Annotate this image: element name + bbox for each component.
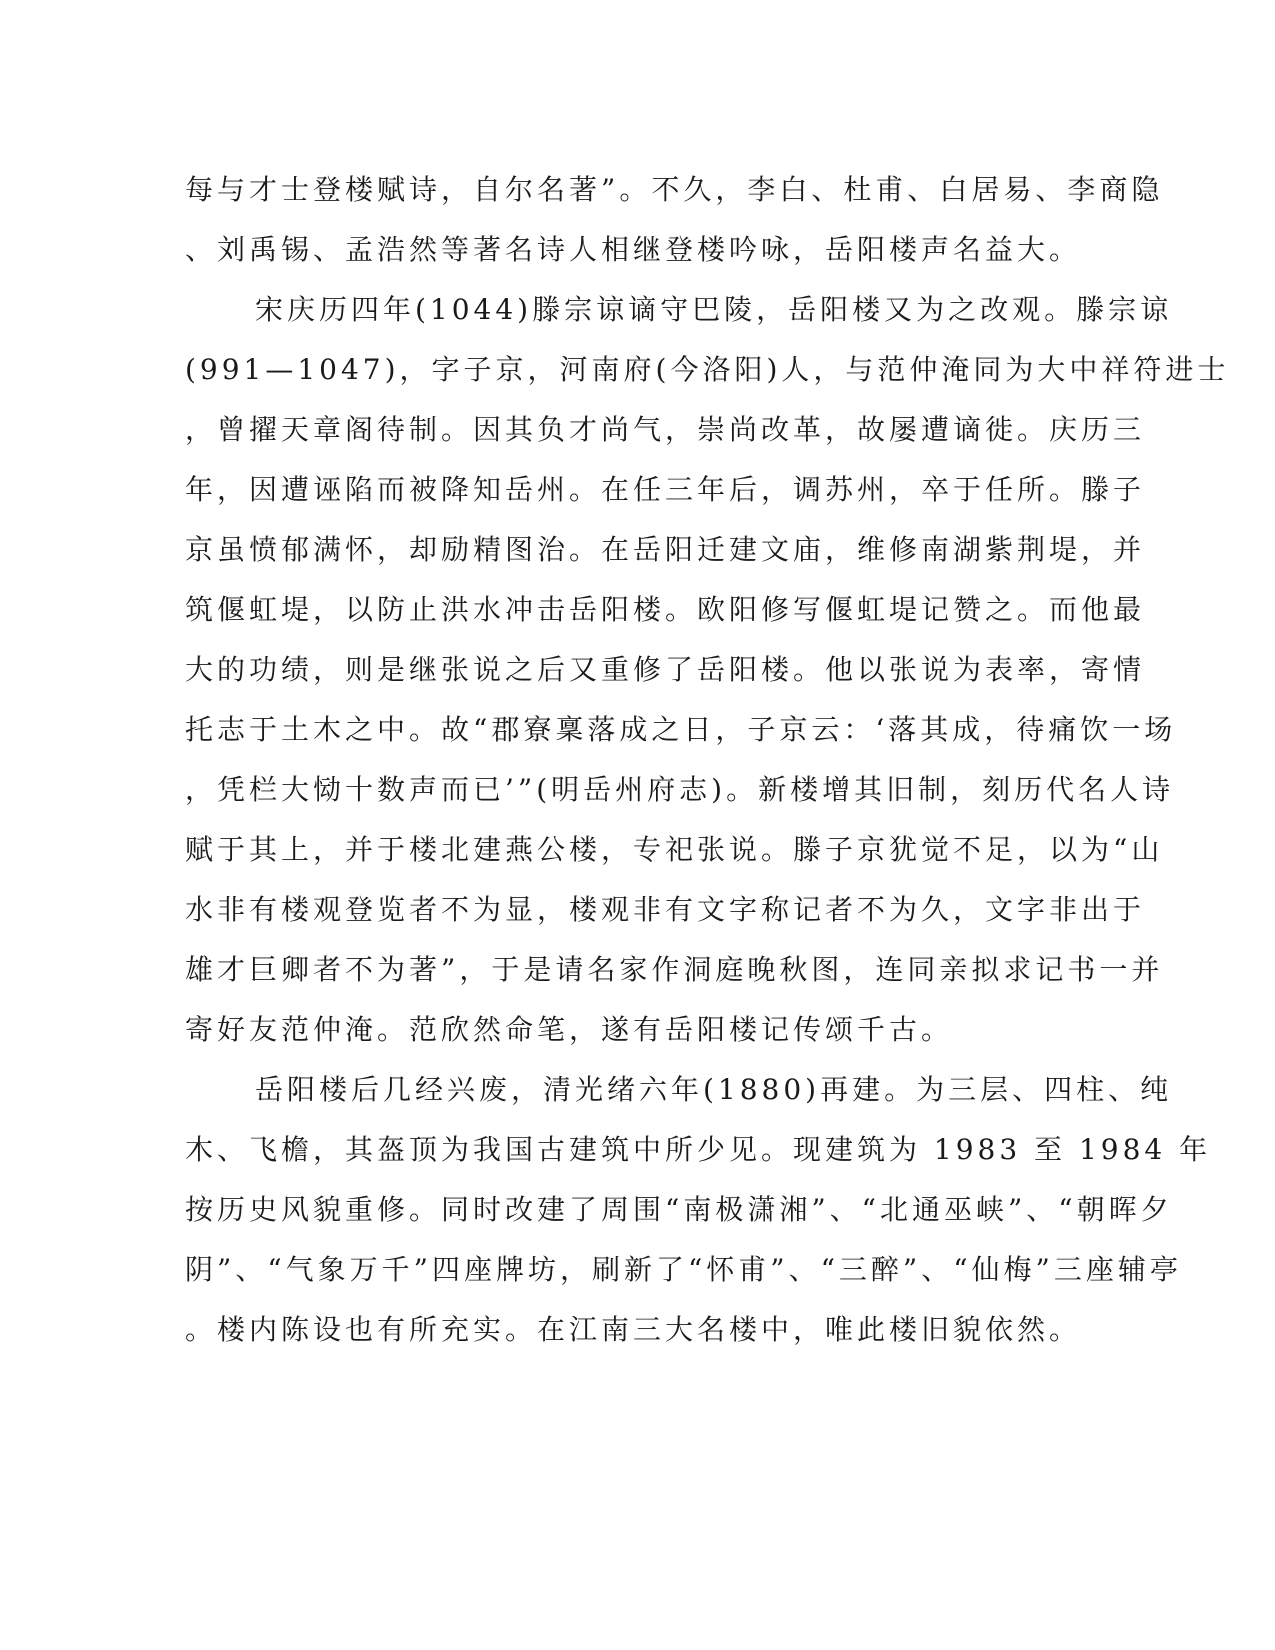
text-line: 木、飞檐，其盔顶为我国古建筑中所少见。现建筑为 1983 至 1984 年 <box>185 1133 1212 1166</box>
document-body <box>185 160 1230 1360</box>
text-line: 京虽愤郁满怀，却励精图治。在岳阳迁建文庙，维修南湖紫荆堤，并 <box>185 533 1146 566</box>
text-line: 每与才士登楼赋诗，自尔名著”。不久，李白、杜甫、白居易、李商隐 <box>185 173 1164 206</box>
text-line: 按历史风貌重修。同时改建了周围“南极潇湘”、“北通巫峡”、“朝晖夕 <box>185 1193 1173 1226</box>
text-line: 岳阳楼后几经兴废，清光绪六年(1880)再建。为三层、四柱、纯 <box>255 1073 1173 1106</box>
text-line: 年，因遭诬陷而被降知岳州。在任三年后，调苏州，卒于任所。滕子 <box>185 473 1146 506</box>
text-line: 寄好友范仲淹。范欣然命笔，遂有岳阳楼记传颂千古。 <box>185 1013 954 1046</box>
text-line: 阴”、“气象万千”四座牌坊，刷新了“怀甫”、“三醉”、“仙梅”三座辅亭 <box>185 1253 1182 1286</box>
paragraph-1 <box>185 160 1164 280</box>
text-line: 筑偃虹堤，以防止洪水冲击岳阳楼。欧阳修写偃虹堤记赞之。而他最 <box>185 593 1146 626</box>
text-line: 大的功绩，则是继张说之后又重修了岳阳楼。他以张说为表率，寄情 <box>185 653 1146 686</box>
text-line: 托志于土木之中。故“郡寮稟落成之日，子京云：‘落其成，待痛饮一场 <box>185 713 1177 746</box>
text-line: 。楼内陈设也有所充实。在江南三大名楼中，唯此楼旧貌依然。 <box>185 1313 1082 1346</box>
text-line: 水非有楼观登览者不为显，楼观非有文字称记者不为久，文字非出于 <box>185 893 1146 926</box>
paragraph-3 <box>185 1060 1212 1360</box>
text-line: ，凭栏大恸十数声而已’”(明岳州府志)。新楼增其旧制，刻历代名人诗 <box>185 773 1175 806</box>
paragraph-2 <box>185 280 1230 1060</box>
text-line: 雄才巨卿者不为著”，于是请名家作洞庭晚秋图，连同亲拟求记书一并 <box>185 953 1164 986</box>
text-line: ，曾擢天章阁待制。因其负才尚气，崇尚改革，故屡遭谪徙。庆历三 <box>185 413 1146 446</box>
text-line: (991—1047)，字子京，河南府(今洛阳)人，与范仲淹同为大中祥符进士 <box>185 353 1230 386</box>
text-line: 宋庆历四年(1044)滕宗谅谪守巴陵，岳阳楼又为之改观。滕宗谅 <box>255 293 1173 326</box>
text-line: 赋于其上，并于楼北建燕公楼，专祀张说。滕子京犹觉不足，以为“山 <box>185 833 1164 866</box>
text-line: 、刘禹锡、孟浩然等著名诗人相继登楼吟咏，岳阳楼声名益大。 <box>185 233 1082 266</box>
